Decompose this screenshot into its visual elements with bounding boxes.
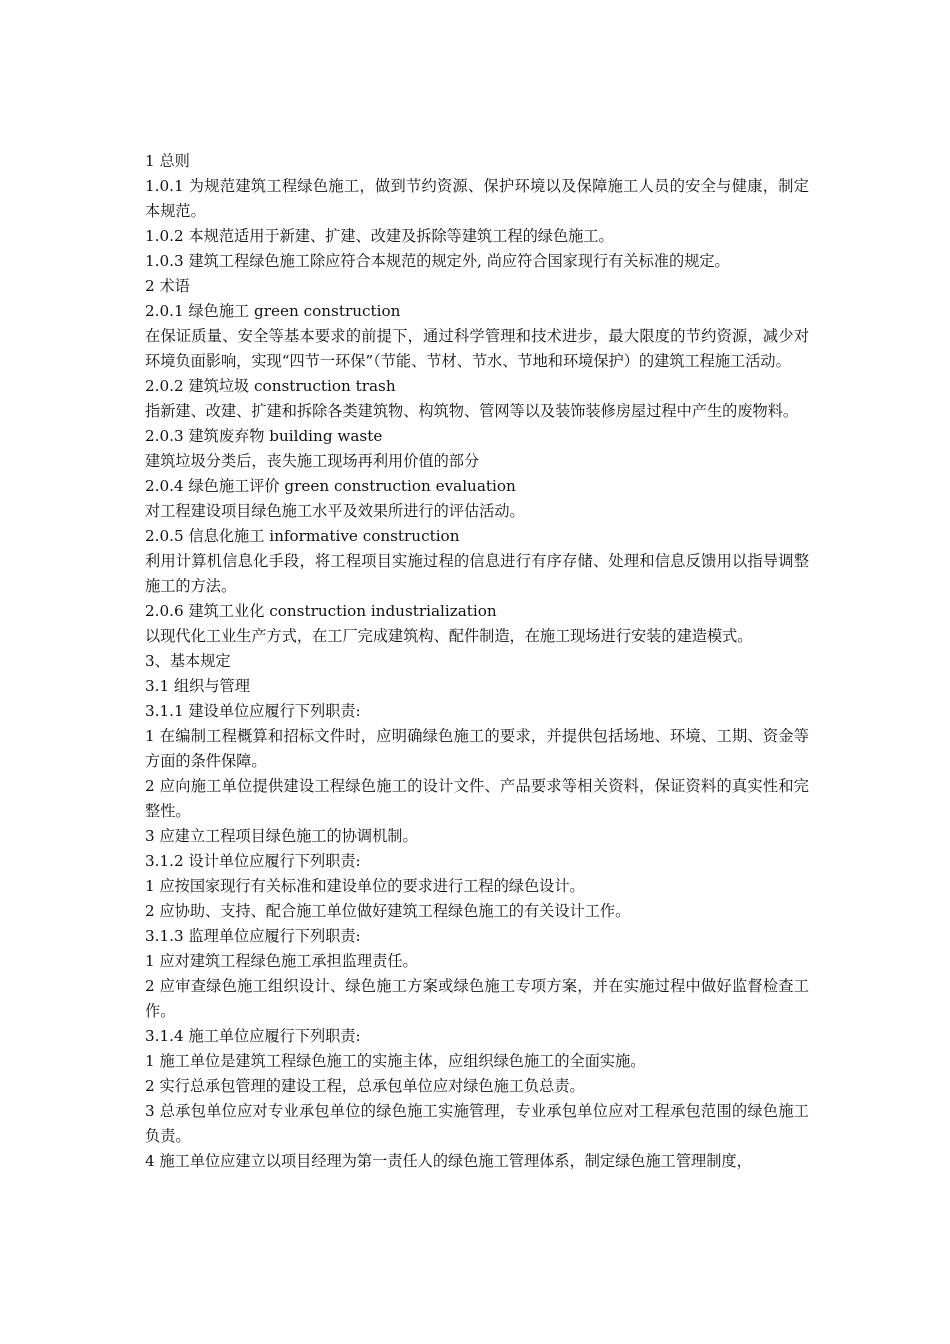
definition-2-0-5: 利用计算机信息化手段，将工程项目实施过程的信息进行有序存储、处理和信息反馈用以指导调整施工的方法。: [145, 552, 809, 595]
item-3-1-3-2: 2 应审查绿色施工组织设计、绿色施工方案或绿色施工专项方案，并在实施过程中做好监督检查工作。: [145, 977, 809, 1020]
term-2-0-3: 2.0.3 建筑废弃物 building waste: [145, 427, 383, 445]
item-3-1-1-2: 2 应向施工单位提供建设工程绿色施工的设计文件、产品要求等相关资料，保证资料的真实性和完整性。: [145, 777, 809, 820]
clause-3-1-4: 3.1.4 施工单位应履行下列职责:: [145, 1027, 361, 1045]
definition-2-0-4: 对工程建设项目绿色施工水平及效果所进行的评估活动。: [145, 502, 525, 520]
heading-basic-requirements: 3、基本规定: [145, 652, 231, 670]
heading-organization-management: 3.1 组织与管理: [145, 677, 250, 695]
item-3-1-4-3: 3 总承包单位应对专业承包单位的绿色施工实施管理，专业承包单位应对工程承包范围的绿色施工负责。: [145, 1102, 809, 1145]
definition-2-0-6: 以现代化工业生产方式，在工厂完成建筑构、配件制造，在施工现场进行安装的建造模式。: [145, 627, 753, 645]
clause-3-1-1: 3.1.1 建设单位应履行下列职责:: [145, 702, 361, 720]
document-body: [145, 149, 809, 1174]
item-3-1-4-4: 4 施工单位应建立以项目经理为第一责任人的绿色施工管理体系，制定绿色施工管理制度，: [145, 1152, 752, 1170]
term-2-0-2: 2.0.2 建筑垃圾 construction trash: [145, 377, 396, 395]
item-3-1-4-1: 1 施工单位是建筑工程绿色施工的实施主体，应组织绿色施工的全面实施。: [145, 1052, 646, 1070]
clause-1-0-1: 1.0.1 为规范建筑工程绿色施工，做到节约资源、保护环境以及保障施工人员的安全与健康，制定本规范。: [145, 177, 809, 220]
item-3-1-4-2: 2 实行总承包管理的建设工程，总承包单位应对绿色施工负总责。: [145, 1077, 585, 1095]
clause-3-1-2: 3.1.2 设计单位应履行下列职责:: [145, 852, 361, 870]
definition-2-0-2: 指新建、改建、扩建和拆除各类建筑物、构筑物、管网等以及装饰装修房屋过程中产生的废物料。: [145, 402, 799, 420]
clause-3-1-3: 3.1.3 监理单位应履行下列职责:: [145, 927, 361, 945]
heading-terms: 2 术语: [145, 277, 190, 295]
item-3-1-1-3: 3 应建立工程项目绿色施工的协调机制。: [145, 827, 418, 845]
clause-1-0-3: 1.0.3 建筑工程绿色施工除应符合本规范的规定外, 尚应符合国家现行有关标准的规定。: [145, 252, 730, 270]
definition-2-0-3: 建筑垃圾分类后，丧失施工现场再利用价值的部分: [145, 452, 480, 470]
item-3-1-2-2: 2 应协助、支持、配合施工单位做好建筑工程绿色施工的有关设计工作。: [145, 902, 631, 920]
term-2-0-4: 2.0.4 绿色施工评价 green construction evaluation: [145, 477, 516, 495]
item-3-1-3-1: 1 应对建筑工程绿色施工承担监理责任。: [145, 952, 418, 970]
definition-2-0-1: 在保证质量、安全等基本要求的前提下，通过科学管理和技术进步，最大限度的节约资源，减少对环境负面影响，实现“四节一环保”（节能、节材、节水、节地和环境保护）的建筑工程施工活动。: [145, 327, 809, 370]
term-2-0-6: 2.0.6 建筑工业化 construction industrialization: [145, 602, 497, 620]
item-3-1-2-1: 1 应按国家现行有关标准和建设单位的要求进行工程的绿色设计。: [145, 877, 585, 895]
clause-1-0-2: 1.0.2 本规范适用于新建、扩建、改建及拆除等建筑工程的绿色施工。: [145, 227, 614, 245]
heading-general-provisions: 1 总则: [145, 152, 190, 170]
term-2-0-1: 2.0.1 绿色施工 green construction: [145, 302, 401, 320]
item-3-1-1-1: 1 在编制工程概算和招标文件时，应明确绿色施工的要求，并提供包括场地、环境、工期、资金等方面的条件保障。: [145, 727, 809, 770]
term-2-0-5: 2.0.5 信息化施工 informative construction: [145, 527, 460, 545]
